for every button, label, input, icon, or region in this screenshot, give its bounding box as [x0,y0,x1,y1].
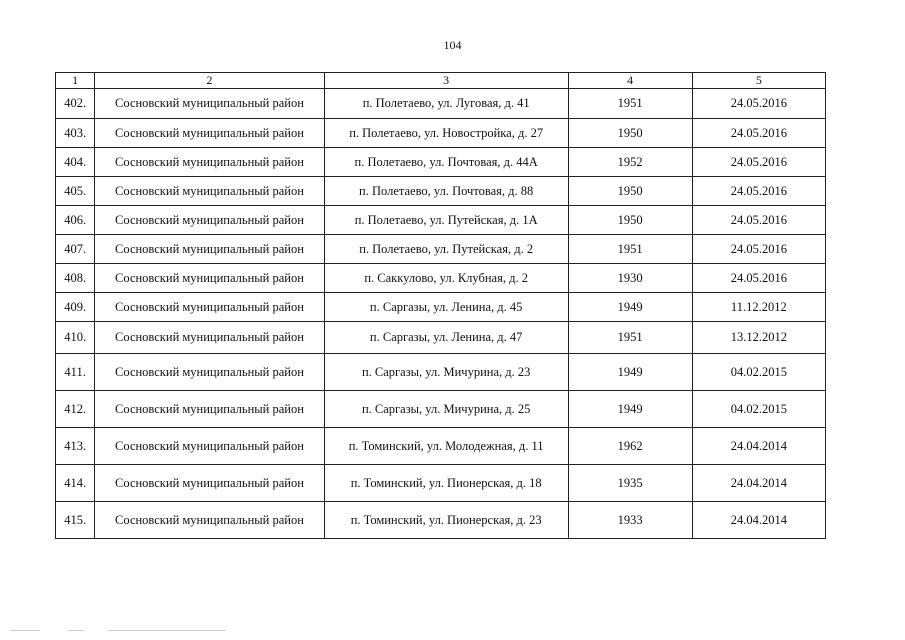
cell-district: Сосновский муниципальный район [95,391,324,428]
cell-row-number: 413. [56,428,95,465]
column-header-1: 1 [56,73,95,89]
cell-row-number: 406. [56,206,95,235]
cell-date: 24.05.2016 [692,177,825,206]
cell-district: Сосновский муниципальный район [95,177,324,206]
table-row [56,354,826,391]
cell-date: 24.04.2014 [692,465,825,502]
cell-date: 24.05.2016 [692,264,825,293]
cell-row-number: 411. [56,354,95,391]
cell-year: 1952 [568,148,692,177]
cell-address: п. Томинский, ул. Пионерская, д. 18 [324,465,568,502]
footer-rule [108,630,226,631]
cell-address: п. Саргазы, ул. Ленина, д. 47 [324,322,568,354]
table-row [56,465,826,502]
cell-row-number: 412. [56,391,95,428]
column-header-3: 3 [324,73,568,89]
cell-year: 1950 [568,177,692,206]
housing-registry-table [55,72,826,539]
cell-year: 1951 [568,235,692,264]
table-header-row [56,73,826,89]
table-row [56,119,826,148]
cell-date: 24.05.2016 [692,119,825,148]
page-number: 104 [443,38,462,52]
table-row [56,206,826,235]
cell-row-number: 409. [56,293,95,322]
table-row [56,148,826,177]
cell-address: п. Томинский, ул. Молодежная, д. 11 [324,428,568,465]
cell-district: Сосновский муниципальный район [95,322,324,354]
cell-date: 04.02.2015 [692,391,825,428]
table-row [56,428,826,465]
table-row [56,235,826,264]
table-row [56,322,826,354]
cell-address: п. Полетаево, ул. Луговая, д. 41 [324,89,568,119]
cell-row-number: 407. [56,235,95,264]
cell-address: п. Полетаево, ул. Путейская, д. 1А [324,206,568,235]
cell-district: Сосновский муниципальный район [95,148,324,177]
cell-row-number: 405. [56,177,95,206]
footer-rule [68,630,84,631]
cell-row-number: 410. [56,322,95,354]
cell-district: Сосновский муниципальный район [95,502,324,539]
cell-date: 24.04.2014 [692,502,825,539]
cell-year: 1949 [568,354,692,391]
cell-year: 1933 [568,502,692,539]
table-row [56,264,826,293]
cell-date: 24.04.2014 [692,428,825,465]
column-header-4: 4 [568,73,692,89]
cell-date: 11.12.2012 [692,293,825,322]
cell-date: 24.05.2016 [692,235,825,264]
cell-row-number: 408. [56,264,95,293]
cell-address: п. Полетаево, ул. Почтовая, д. 44А [324,148,568,177]
cell-district: Сосновский муниципальный район [95,119,324,148]
cell-address: п. Саккулово, ул. Клубная, д. 2 [324,264,568,293]
cell-row-number: 415. [56,502,95,539]
cell-address: п. Полетаево, ул. Почтовая, д. 88 [324,177,568,206]
cell-address: п. Томинский, ул. Пионерская, д. 23 [324,502,568,539]
cell-year: 1951 [568,89,692,119]
cell-date: 04.02.2015 [692,354,825,391]
cell-address: п. Саргазы, ул. Ленина, д. 45 [324,293,568,322]
table-row [56,502,826,539]
cell-address: п. Полетаево, ул. Путейская, д. 2 [324,235,568,264]
table-row [56,293,826,322]
cell-year: 1950 [568,119,692,148]
table-row [56,177,826,206]
cell-year: 1949 [568,391,692,428]
cell-year: 1951 [568,322,692,354]
cell-district: Сосновский муниципальный район [95,264,324,293]
cell-date: 24.05.2016 [692,89,825,119]
cell-district: Сосновский муниципальный район [95,354,324,391]
cell-row-number: 404. [56,148,95,177]
cell-district: Сосновский муниципальный район [95,428,324,465]
cell-row-number: 402. [56,89,95,119]
column-header-5: 5 [692,73,825,89]
cell-district: Сосновский муниципальный район [95,235,324,264]
table-row [56,89,826,119]
cell-address: п. Саргазы, ул. Мичурина, д. 25 [324,391,568,428]
cell-row-number: 403. [56,119,95,148]
cell-address: п. Саргазы, ул. Мичурина, д. 23 [324,354,568,391]
column-header-2: 2 [95,73,324,89]
cell-date: 24.05.2016 [692,206,825,235]
cell-district: Сосновский муниципальный район [95,206,324,235]
cell-year: 1949 [568,293,692,322]
cell-district: Сосновский муниципальный район [95,89,324,119]
cell-district: Сосновский муниципальный район [95,293,324,322]
cell-row-number: 414. [56,465,95,502]
cell-year: 1950 [568,206,692,235]
cell-date: 13.12.2012 [692,322,825,354]
table-row [56,391,826,428]
cell-district: Сосновский муниципальный район [95,465,324,502]
cell-year: 1962 [568,428,692,465]
cell-year: 1930 [568,264,692,293]
cell-date: 24.05.2016 [692,148,825,177]
table-body [56,89,826,539]
cell-year: 1935 [568,465,692,502]
cell-address: п. Полетаево, ул. Новостройка, д. 27 [324,119,568,148]
footer-rule [10,630,40,631]
